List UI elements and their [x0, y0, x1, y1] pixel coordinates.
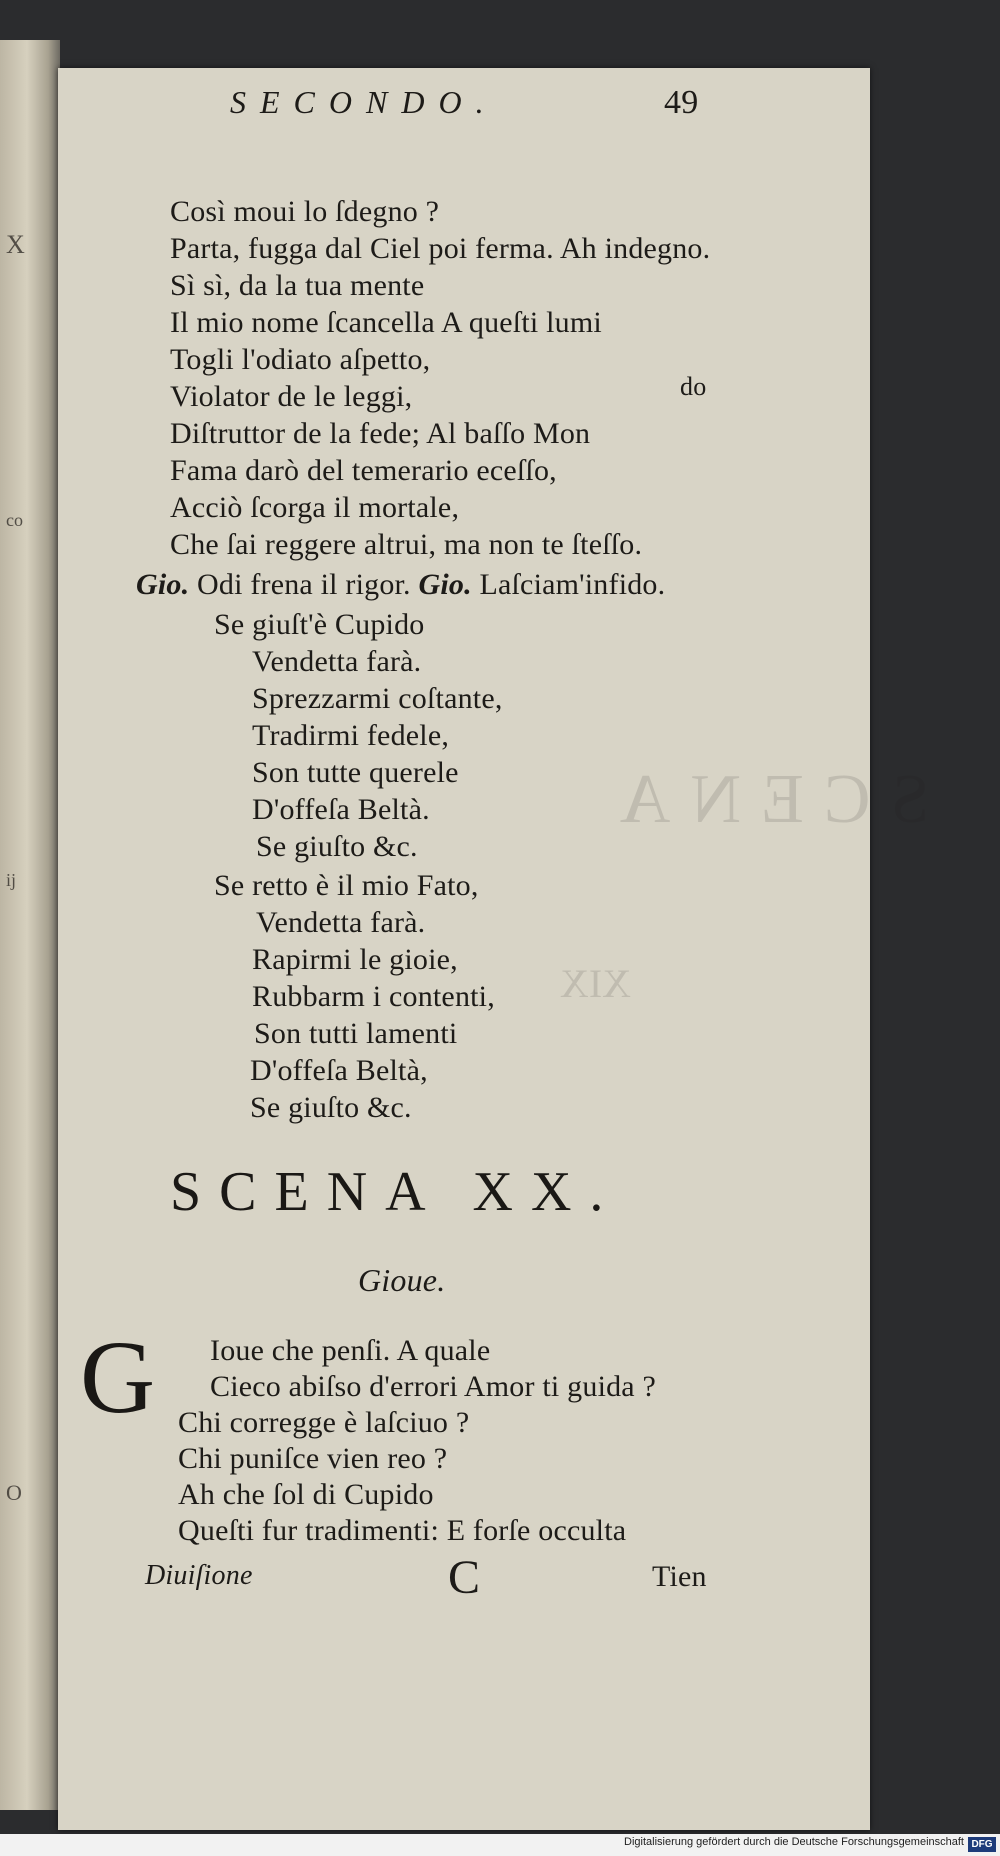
aria-line: Son tutte querele	[252, 756, 459, 789]
scene-title: SCENA XX.	[170, 1161, 622, 1223]
verse-line: Il mio nome ſcancella A queſti lumi	[170, 306, 602, 339]
catchword-right: Tien	[652, 1560, 707, 1593]
monologue-line: Ah che ſol di Cupido	[178, 1478, 434, 1511]
monologue-line: Ioue che penſi. A quale	[210, 1334, 491, 1367]
verse-line: Che ſai reggere altrui, ma non te ſteſſo.	[170, 528, 643, 561]
verse-line: Fama darò del temerario eceſſo,	[170, 454, 557, 487]
edge-fragment: O	[6, 1480, 22, 1505]
verse-line: Così moui lo ſdegno ?	[170, 195, 440, 228]
verse-line: Acciò ſcorga il mortale,	[170, 491, 460, 524]
aria-line: Rubbarm i contenti,	[252, 980, 495, 1013]
speaker-label: Gio.	[136, 568, 190, 601]
verse-line: Parta, fugga dal Ciel poi ferma. Ah indegno.	[170, 232, 711, 265]
verse-line: Diſtruttor de la fede; Al baſſo Mon	[170, 417, 591, 450]
bleed-through-text: SCENA	[600, 761, 930, 838]
monologue-line: Queſti fur tradimenti: E forſe occulta	[178, 1514, 627, 1547]
aria-line: Se giuſt'è Cupido	[214, 608, 425, 641]
aria-line: Se giuſto &c.	[250, 1091, 412, 1124]
aria-line: Tradirmi fedele,	[252, 719, 450, 752]
edge-fragment: co	[6, 510, 23, 530]
page-number: 49	[664, 84, 699, 121]
signature-mark: C	[448, 1551, 481, 1604]
edge-fragment: ij	[6, 870, 17, 890]
aria-line: Rapirmi le gioie,	[252, 943, 458, 976]
monologue-line: Chi puniſce vien reo ?	[178, 1442, 448, 1475]
aria-line: Vendetta farà.	[256, 906, 426, 939]
monologue-line: Cieco abiſso d'errori Amor ti guida ?	[210, 1370, 657, 1403]
aria-line: Se giuſto &c.	[256, 830, 418, 863]
adjacent-page-edge	[0, 40, 60, 1810]
monologue-line: Chi corregge è laſciuo ?	[178, 1406, 470, 1439]
catchword-left: Diuiſione	[145, 1560, 253, 1591]
speaker-label: Gio.	[418, 568, 472, 601]
verse-line: Togli l'odiato aſpetto,	[170, 343, 431, 376]
verse-line: Violator de le leggi,	[170, 380, 413, 413]
dialogue-line	[136, 568, 665, 602]
dialogue-text: Laſciam'infido.	[479, 568, 666, 601]
character-name: Gioue.	[358, 1262, 446, 1298]
aria-line: D'offeſa Beltà,	[250, 1054, 428, 1087]
aria-line: D'offeſa Beltà.	[252, 793, 430, 826]
verse-overflow: do	[680, 372, 707, 401]
drop-cap: G	[80, 1320, 156, 1435]
dialogue-text: Odi frena il rigor.	[197, 568, 411, 601]
running-header: SECONDO.	[230, 84, 498, 120]
digitization-credit: Digitalisierung gefördert durch die Deutsche Forschungsgemeinschaft	[624, 1836, 964, 1848]
edge-fragment: X	[6, 230, 25, 259]
dfg-logo: DFG	[968, 1837, 996, 1852]
aria-line: Vendetta farà.	[252, 645, 422, 678]
aria-line: Se retto è il mio Fato,	[214, 869, 479, 902]
aria-line: Son tutti lamenti	[254, 1017, 458, 1050]
bleed-through-text: XIX	[560, 961, 632, 1006]
verse-line: Sì sì, da la tua mente	[170, 269, 425, 302]
aria-line: Sprezzarmi coſtante,	[252, 682, 503, 715]
